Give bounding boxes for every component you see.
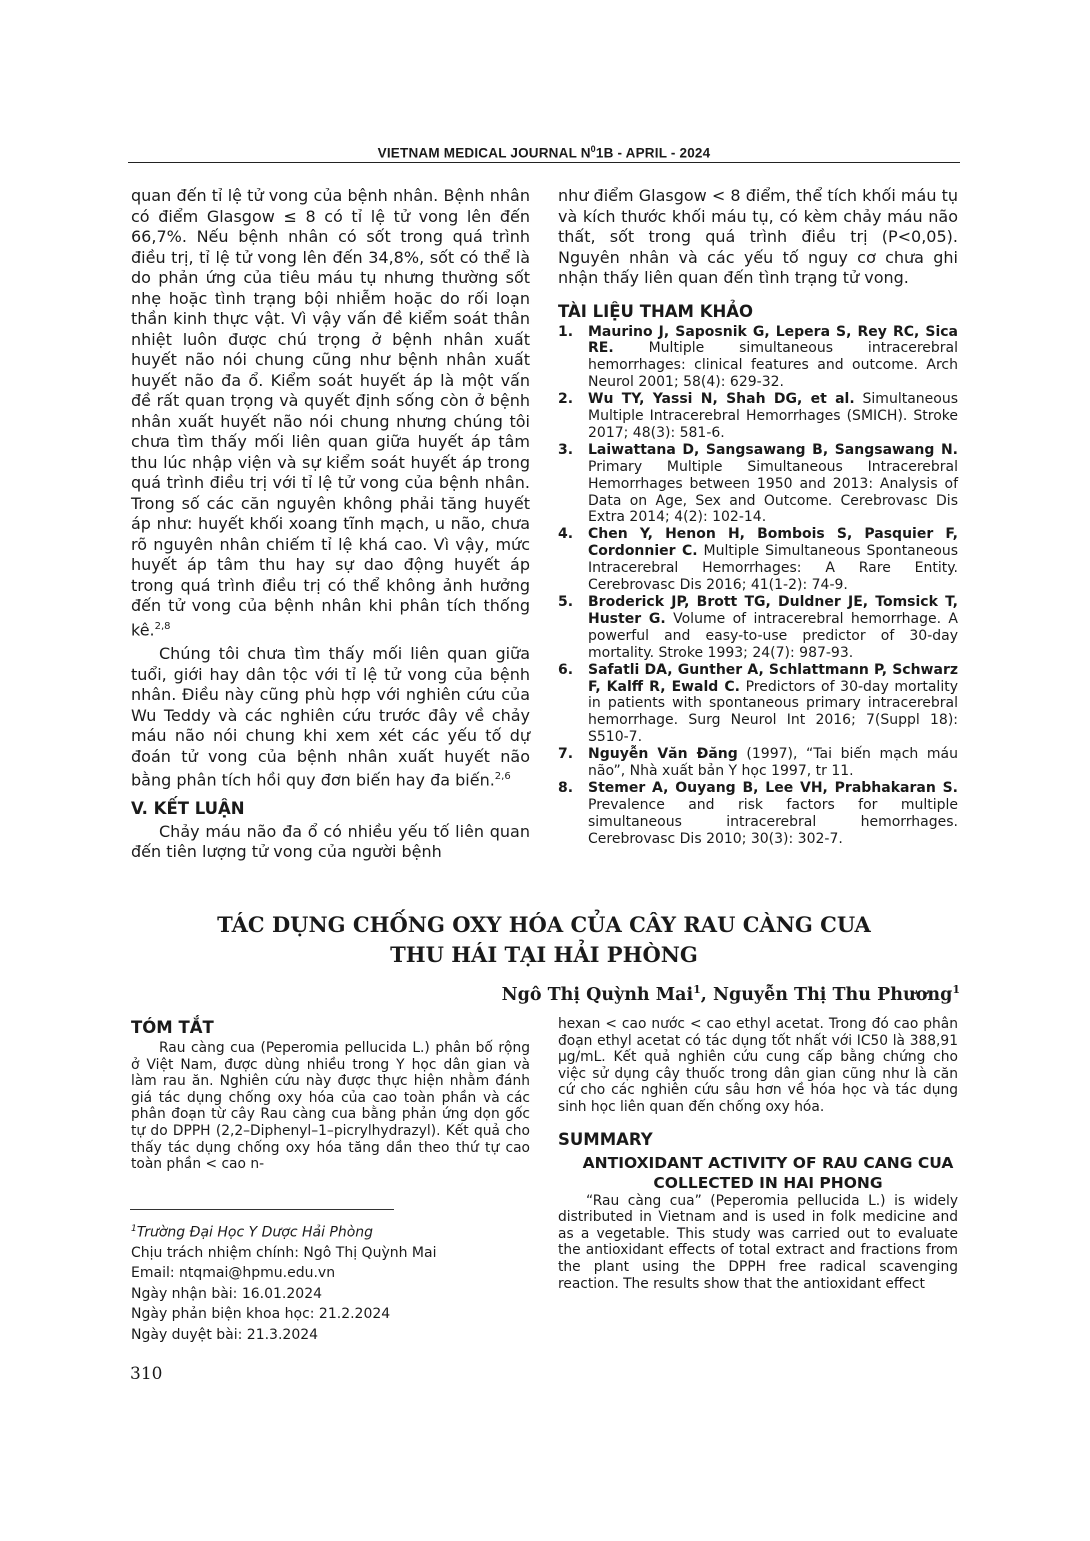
reference-authors: Stemer A, Ouyang B, Lee VH, Prabhakaran S. bbox=[588, 779, 958, 796]
journal-header bbox=[128, 144, 960, 161]
reference-number: 8. bbox=[558, 779, 574, 796]
reference-item bbox=[558, 780, 958, 848]
conclusion-continued: như điểm Glasgow < 8 điểm, thể tích khối máu tụ và kích thước khối máu tụ, có kèm chảy máu não thất, sốt trong quá trình điều trị (P<0,05). Nguyên nhân và các yếu tố nguy cơ chưa ghi nhận thấy liên quan đến tình trạng tử vong. bbox=[558, 186, 958, 287]
abstract-vn-part-2: hexan < cao nước < cao ethyl acetat. Trong đó cao phân đoạn ethyl acetat có tác dụng tốt nhất với IC50 là 388,91 μg/mL. Kết quả nghiên cứu cung cấp bằng chứng cho việc sử dụng cây thuốc trong dân gian cũng như là căn cứ cho các nghiên cứu sâu hơn về hóa học và tác dụng sinh học liên quan đến chống oxy hóa. bbox=[558, 1016, 958, 1115]
author-2: Nguyễn Thị Thu Phương bbox=[712, 984, 953, 1005]
article-authors: Ngô Thị Quỳnh Mai$^1$, Nguyễn Thị Thu Phương$^1$ bbox=[501, 983, 960, 1005]
reference-number: 6. bbox=[558, 661, 574, 678]
reference-authors: Maurino J, Saposnik G, Lepera S, Rey RC, Sica RE. bbox=[588, 323, 958, 357]
references-list bbox=[558, 324, 958, 848]
summary-heading: SUMMARY bbox=[558, 1129, 653, 1149]
footnote-reviewed: Ngày phản biện khoa học: 21.2.2024 bbox=[131, 1306, 391, 1323]
reference-text: Volume of intracerebral hemorrhage. A powerful and easy-to-use predictor of 30-day mortality. Stroke 1993; 24(7): 987-93. bbox=[588, 610, 958, 661]
reference-number: 5. bbox=[558, 594, 574, 610]
journal-number-sup: 0 bbox=[590, 144, 596, 154]
reference-item bbox=[558, 594, 958, 662]
reference-number: 3. bbox=[558, 441, 574, 458]
right-column bbox=[558, 186, 958, 848]
reference-authors: Chen Y, Henon H, Bombois S, Pasquier F, Cordonnier C. bbox=[588, 526, 958, 560]
reference-item bbox=[558, 324, 958, 392]
reference-item bbox=[558, 526, 958, 594]
reference-item bbox=[558, 746, 958, 780]
summary-text: “Rau càng cua” (Peperomia pellucida L.) is widely distributed in Vietnam and is used in folk medicine and as a vegetable. This study was carried out to evaluate the antioxidant effects of total extract and fractions from the plant using the DPPH free radical scavenging reaction. The results show that the antioxidant effect bbox=[558, 1192, 958, 1292]
abstract-right bbox=[558, 1016, 958, 1292]
reference-text: (1997), “Tai biến mạch máu não”, Nhà xuất bản Y học 1997, tr 11. bbox=[588, 746, 958, 780]
left-column bbox=[131, 186, 530, 863]
footnote bbox=[131, 1219, 436, 1345]
conclusion-heading: V. KẾT LUẬN bbox=[131, 799, 245, 819]
reference-authors: Laiwattana D, Sangsawang B, Sangsawang N. bbox=[588, 441, 958, 458]
reference-number: 7. bbox=[558, 746, 574, 763]
reference-number: 2. bbox=[558, 391, 574, 408]
summary-title: ANTIOXIDANT ACTIVITY OF RAU CANG CUA COLLECTED IN HAI PHONG bbox=[582, 1153, 954, 1192]
author-1: Ngô Thị Quỳnh Mai bbox=[501, 984, 694, 1005]
journal-name: VIETNAM MEDICAL JOURNAL N bbox=[377, 145, 591, 161]
reference-text: Multiple Simultaneous Spontaneous Intracerebral Hemorrhages: A Rare Entity. Cerebrovasc Dis 2016; 41(1-2): 74-9. bbox=[588, 543, 958, 594]
abstract-heading: TÓM TẮT bbox=[131, 1018, 214, 1037]
page-number: 310 bbox=[130, 1364, 163, 1384]
reference-authors: Wu TY, Yassi N, Shah DG, et al. bbox=[588, 391, 855, 408]
footnote-affiliation: $^1$Trường Đại Học Y Dược Hải Phòng bbox=[131, 1224, 374, 1241]
discussion-paragraph-2: Chúng tôi chưa tìm thấy mối liên quan giữa tuổi, giới hay dân tộc với tỉ lệ tử vong của bệnh nhân. Điều này cũng phù hợp với nghiên cứu của Wu Teddy và các nghiên cứu trước đây về chảy máu não nói chung khi xem xét các yếu tố dự đoán tử vong của bệnh nhân xuất huyết não bằng phân tích hồi quy đơn biến hay đa biến.$^{2,6}$ bbox=[131, 644, 530, 790]
references-heading: TÀI LIỆU THAM KHẢO bbox=[558, 301, 754, 321]
reference-item bbox=[558, 662, 958, 747]
reference-item bbox=[558, 442, 958, 527]
reference-text: Prevalence and risk factors for multiple simultaneous intracerebral hemorrhages. Cerebrovasc Dis 2010; 30(3): 302-7. bbox=[588, 796, 958, 847]
reference-text: Simultaneous Multiple Intracerebral Hemorrhages (SMICH). Stroke 2017; 48(3): 581-6. bbox=[588, 391, 958, 441]
footnote-email: Email: ntqmai@hpmu.edu.vn bbox=[131, 1265, 336, 1282]
title-line-2: THU HÁI TẠI HẢI PHÒNG bbox=[390, 942, 698, 967]
title-line-1: TÁC DỤNG CHỐNG OXY HÓA CỦA CÂY RAU CÀNG CUA bbox=[217, 912, 871, 937]
reference-authors: Nguyễn Văn Đăng bbox=[588, 746, 738, 763]
reference-authors: Safatli DA, Gunther A, Schlattmann P, Schwarz F, Kalff R, Ewald C. bbox=[588, 661, 958, 695]
conclusion-paragraph: Chảy máu não đa ổ có nhiều yếu tố liên quan đến tiên lượng tử vong của người bệnh bbox=[131, 821, 530, 862]
header-rule bbox=[128, 162, 960, 163]
journal-issue: 1B - APRIL - 2024 bbox=[595, 145, 711, 161]
citation-sup: 2,8 bbox=[154, 620, 171, 632]
reference-text: Primary Multiple Simultaneous Intracerebral Hemorrhages between 1950 and 2013: Analysis of Data on Age, Sex and Outcome. Cerebrovasc Dis Extra 2014; 4(2): 102-14. bbox=[588, 458, 958, 526]
reference-number: 1. bbox=[558, 323, 574, 340]
reference-item bbox=[558, 391, 958, 442]
reference-text: Multiple simultaneous intracerebral hemorrhages: clinical features and outcome. Arch Neurol 2001; 58(4): 629-32. bbox=[588, 340, 958, 391]
footnote-received: Ngày nhận bài: 16.01.2024 bbox=[131, 1285, 323, 1302]
discussion-paragraph-1: quan đến tỉ lệ tử vong của bệnh nhân. Bệnh nhân có điểm Glasgow ≤ 8 có tỉ lệ tử vong lên đến 66,7%. Nếu bệnh nhân có sốt trong quá trình điều trị, tỉ lệ tử vong lên đến 34,8%, sốt có thể là do phản ứng của tiêu máu tụ nhưng thường sốt nhẹ hoặc tình trạng bội nhiễm hoặc do rối loạn thần kinh thực vật. Vì vậy vấn đề kiểm soát thân nhiệt luôn được chú trọng ở bệnh nhân xuất huyết não nói chung cũng như bệnh nhân xuất huyết não đa ổ. Kiểm soát huyết áp là một vấn đề rất quan trọng và quyết định sống còn ở bệnh nhân xuất huyết não nói chung nhưng chúng tôi chưa tìm thấy mối liên quan giữa huyết áp tâm thu lúc nhập viện và sự kiểm soát huyết áp trong quá trình điều trị với tỉ lệ tử vong của bệnh nhân. Trong số các căn nguyên không phải tăng huyết áp như: huyết khối xoang tĩnh mạch, u não, chưa rõ nguyên nhân chiếm tỉ lệ khá cao. Vì vậy, mức huyết áp tâm thu hay sự dao động huyết áp trong quá trình điều trị có thể không ảnh hưởng đến tử vong của bệnh nhân khi phân tích thống kê.$^{2,8}$ bbox=[131, 186, 530, 639]
reference-number: 4. bbox=[558, 526, 574, 543]
abstract-vn-part-1: Rau càng cua (Peperomia pellucida L.) phân bố rộng ở Việt Nam, được dùng nhiều trong Y học dân gian và làm rau ăn. Nghiên cứu này được thực hiện nhằm đánh giá tác dụng chống oxy hóa của cao toàn phần và các phân đoạn từ cây Rau càng cua bằng phản ứng dọn gốc tự do DPPH (2,2–Diphenyl–1–picrylhydrazyl). Kết quả cho thấy tác dụng chống oxy hóa tăng dần theo thứ tự cao toàn phần < cao n- bbox=[131, 1040, 530, 1173]
reference-authors: Broderick JP, Brott TG, Duldner JE, Tomsick T, Huster G. bbox=[588, 594, 958, 627]
citation-sup: 2,6 bbox=[494, 771, 511, 783]
reference-text: Predictors of 30-day mortality in patients with spontaneous primary intracerebral hemorrhage. Surg Neurol Int 2016; 7(Suppl 18): S510-7. bbox=[588, 678, 958, 746]
footnote-approved: Ngày duyệt bài: 21.3.2024 bbox=[131, 1326, 319, 1343]
footnote-rule bbox=[130, 1209, 394, 1210]
abstract-left bbox=[131, 1018, 530, 1173]
article-title bbox=[128, 910, 960, 970]
footnote-responsible: Chịu trách nhiệm chính: Ngô Thị Quỳnh Mai bbox=[131, 1245, 437, 1262]
